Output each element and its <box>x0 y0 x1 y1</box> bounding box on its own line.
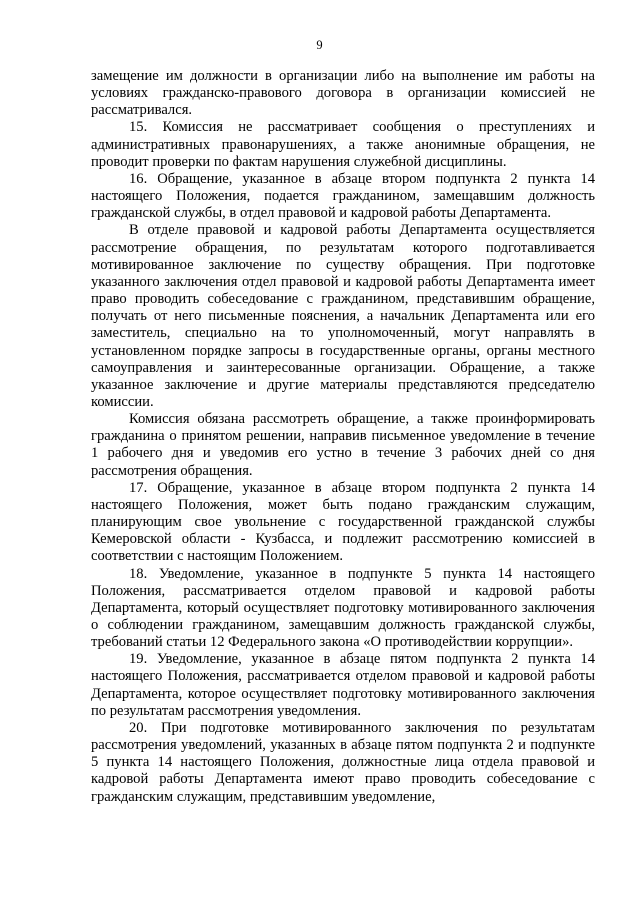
paragraph-review-procedure: В отделе правовой и кадровой работы Департамента осуществляется рассмотрение обращения, по результатам которого подготавливается мотивированное заключение по существу обращения. При подготовке указанного заключения отдел правовой и кадровой работы Департамента имеет право проводить собеседование с гражданином, представившим обращение, получать от него письменные пояснения, а начальник Департамента или его заместитель, специально на то уполномоченный, могут направлять в установленном порядке запросы в государственные органы, органы местного самоуправления и заинтересованные организации. Обращение, а также указанное заключение и другие материалы представляются председателю комиссии. <box>91 222 595 410</box>
paragraph-item-19: 19. Уведомление, указанное в абзаце пятом подпункта 2 пункта 14 настоящего Положения, рассматривается отделом правовой и кадровой работы Департамента, которое осуществляет подготовку мотивированного заключения по результатам рассмотрения уведомления. <box>91 651 595 719</box>
document-body <box>91 68 595 806</box>
page-number: 9 <box>316 38 323 52</box>
paragraph-item-16: 16. Обращение, указанное в абзаце втором подпункта 2 пункта 14 настоящего Положения, подается гражданином, замещавшим должность гражданской службы, в отдел правовой и кадровой работы Департамента. <box>91 170 595 222</box>
paragraph-continuation: замещение им должности в организации либо на выполнение им работы на условиях гражданско-правового договора в организации комиссией не рассматривался. <box>91 68 595 119</box>
paragraph-commission-duty: Комиссия обязана рассмотреть обращение, а также проинформировать гражданина о принятом решении, направив письменное уведомление в течение 1 рабочего дня и уведомив его устно в течение 3 рабочих дней со дня рассмотрения обращения. <box>91 411 595 479</box>
paragraph-item-17: 17. Обращение, указанное в абзаце втором подпункта 2 пункта 14 настоящего Положения, может быть подано гражданским служащим, планирующим свое увольнение с государственной гражданской службы Кемеровской области - Кузбасса, и подлежит рассмотрению комиссией в соответствии с настоящим Положением. <box>91 479 595 565</box>
paragraph-item-18: 18. Уведомление, указанное в подпункте 5 пункта 14 настоящего Положения, рассматривается отделом правовой и кадровой работы Департамента, который осуществляет подготовку мотивированного заключения о соблюдении гражданином, замещавшим должность гражданской службы, требований статьи 12 Федерального закона «О противодействии коррупции». <box>91 565 595 651</box>
paragraph-item-15: 15. Комиссия не рассматривает сообщения о преступлениях и административных правонарушениях, а также анонимные обращения, не проводит проверки по фактам нарушения служебной дисциплины. <box>91 119 595 170</box>
paragraph-item-20: 20. При подготовке мотивированного заключения по результатам рассмотрения уведомлений, указанных в абзаце пятом подпункта 2 и подпункте 5 пункта 14 настоящего Положения, должностные лица отдела правовой и кадровой работы Департамента имеют право проводить собеседование с гражданским служащим, представившим уведомление, <box>91 719 595 805</box>
